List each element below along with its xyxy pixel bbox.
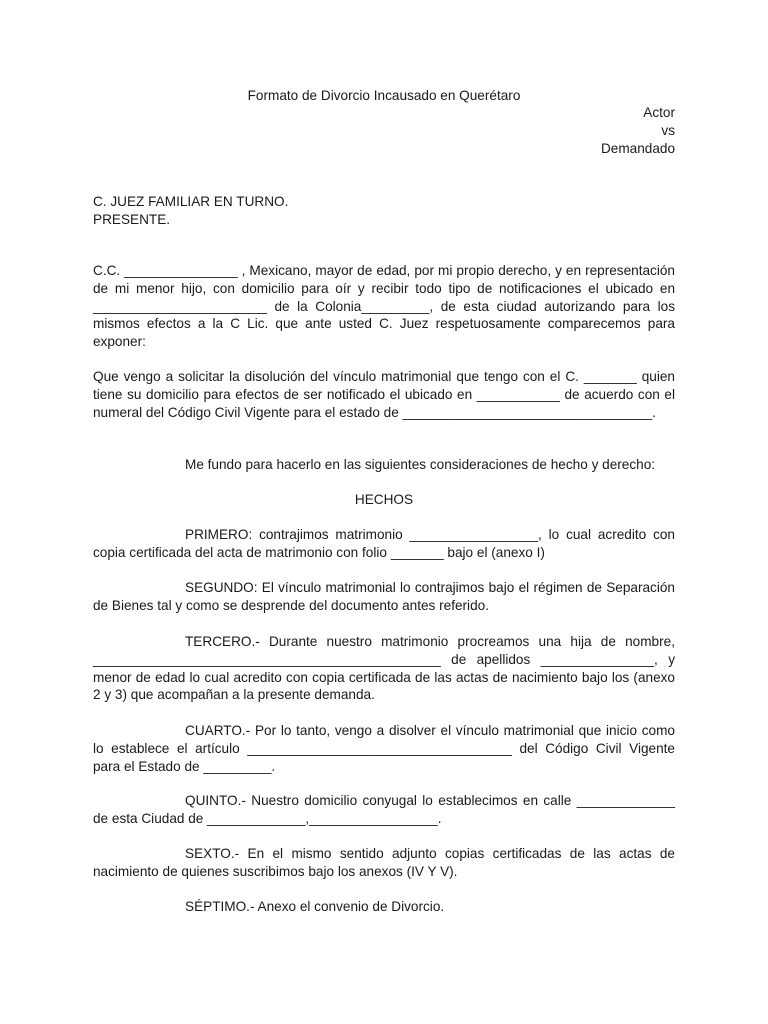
document-title: Formato de Divorcio Incausado en Querétaro [247,88,521,103]
vs-label: vs [661,123,675,138]
fact-tercero: TERCERO.- Durante nuestro matrimonio procreamos una hija de nombre, ______________________________________________ de apellidos _______________, y menor de edad lo cual acredito con copia certificada de las actas de nacimiento bajo los (anexo 2 y 3) que acompañan a la presente demanda. [93,634,675,703]
facts-heading: HECHOS [354,492,414,507]
fact-septimo: SÉPTIMO.- Anexo el convenio de Divorcio. [185,899,445,914]
grounds-paragraph: Me fundo para hacerlo en las siguientes consideraciones de hecho y derecho: [185,457,656,472]
intro-paragraph: C.C. _______________ , Mexicano, mayor de edad, por mi propio derecho, y en representación de mi menor hijo, con domicilio para oír y recibir todo tipo de notificaciones el ubicado en _______________________ de la Colonia_________, de esta ciudad autorizando para los mismos efectos a la C Lic. que ante usted C. Juez respetuosamente comparecemos para exponer: [93,263,675,350]
petition-paragraph: Que vengo a solicitar la disolución del vínculo matrimonial que tengo con el C. _______ quien tiene su domicilio para efectos de ser notificado el ubicado en ___________ de acuerdo con el numeral del Código Civil Vigente para el estado de _________________________________. [93,369,675,420]
actor-label: Actor [643,105,675,120]
addressee-block [93,193,288,229]
fact-segundo: SEGUNDO: El vínculo matrimonial lo contrajimos bajo el régimen de Separación de Bienes tal y como se desprende del documento antes referido. [93,580,675,613]
parties-block [601,104,675,158]
addressee-present: PRESENTE. [93,212,171,227]
fact-primero: PRIMERO: contrajimos matrimonio _________________, lo cual acredito con copia certificada del acta de matrimonio con folio _______ bajo el (anexo I) [93,527,675,560]
addressee-judge: C. JUEZ FAMILIAR EN TURNO. [93,194,289,209]
fact-sexto: SEXTO.- En el mismo sentido adjunto copias certificadas de las actas de nacimiento de quienes suscribimos bajo los anexos (IV Y V). [93,846,675,879]
fact-cuarto: CUARTO.- Por lo tanto, vengo a disolver el vínculo matrimonial que inicio como lo establece el artículo ___________________________________ del Código Civil Vigente para el Estado de _________. [93,723,675,774]
defendant-label: Demandado [600,141,675,156]
fact-quinto: QUINTO.- Nuestro domicilio conyugal lo establecimos en calle _____________ de esta Ciudad de _____________,_________________. [93,793,675,826]
